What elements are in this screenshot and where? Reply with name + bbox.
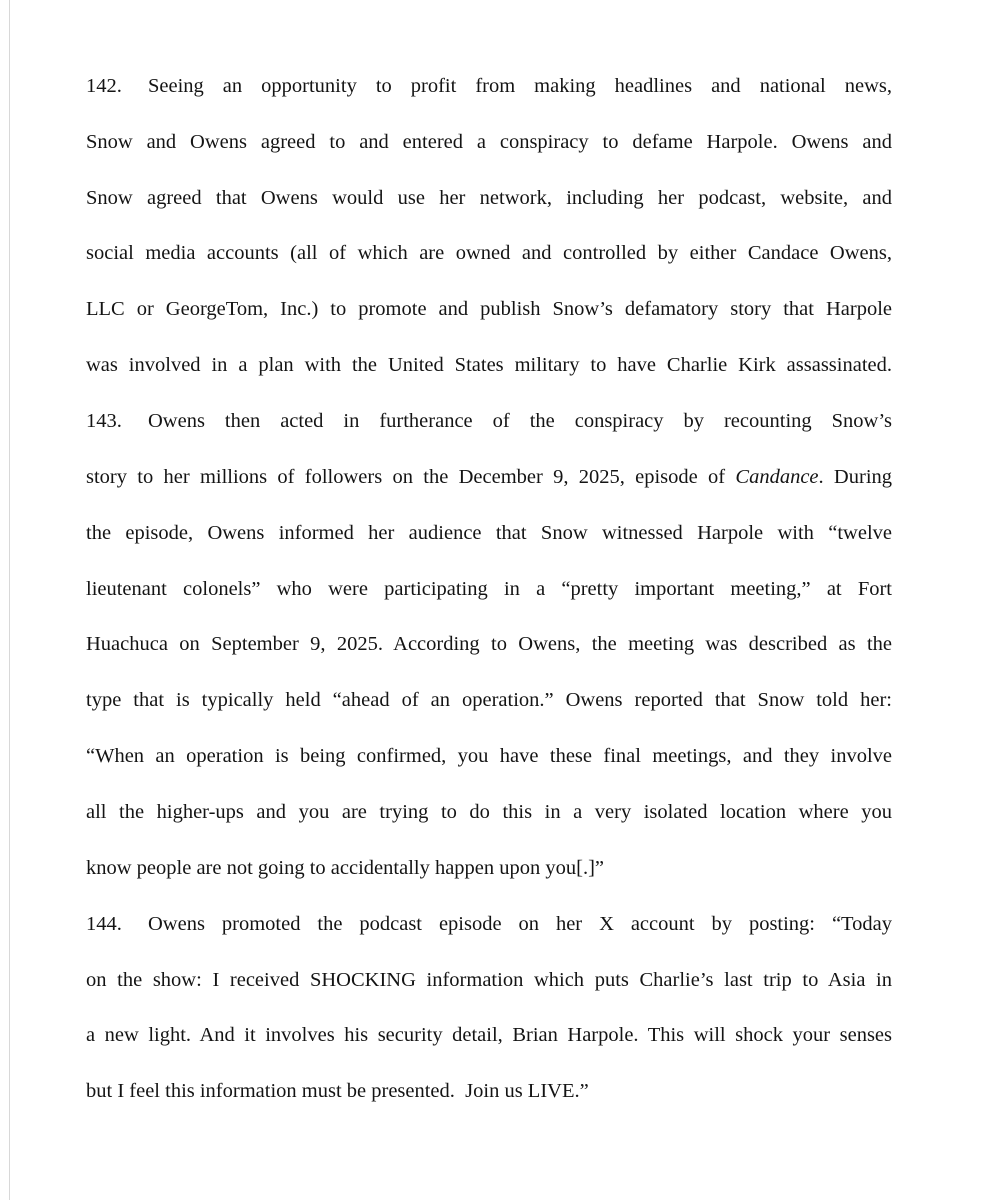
- paragraph-number: 142.: [86, 75, 122, 97]
- paragraph-line: but I feel this information must be presented. Join us LIVE.”: [86, 1080, 589, 1102]
- paragraph-line: [86, 408, 892, 434]
- paragraph-line: social media accounts (all of which are owned and controlled by either Candace Owens,: [86, 242, 892, 264]
- paragraph-number: 143.: [86, 410, 122, 432]
- paragraph-number: 144.: [86, 913, 122, 935]
- episode-title: Candance: [735, 466, 819, 488]
- paragraph-text: Owens then acted in furtherance of the conspiracy by recounting Snow’s: [148, 410, 892, 432]
- page-edge-rule: [9, 0, 10, 1200]
- paragraph-text: story to her millions of followers on the December 9, 2025, episode of: [86, 466, 726, 488]
- paragraph-text: Seeing an opportunity to profit from making headlines and national news,: [148, 75, 892, 97]
- paragraph-line: “When an operation is being confirmed, you have these final meetings, and they involve: [86, 745, 892, 767]
- paragraph-text: Owens promoted the podcast episode on her X account by posting: “Today: [148, 913, 892, 935]
- paragraph-line: all the higher-ups and you are trying to do this in a very isolated location where you: [86, 801, 892, 823]
- paragraph-line: Snow and Owens agreed to and entered a conspiracy to defame Harpole. Owens and: [86, 131, 892, 153]
- paragraph-line: [86, 911, 892, 937]
- paragraph-line: on the show: I received SHOCKING information which puts Charlie’s last trip to Asia in: [86, 969, 892, 991]
- paragraph-line: know people are not going to accidentally happen upon you[.]”: [86, 857, 605, 879]
- paragraph-text: . During: [818, 466, 893, 488]
- paragraph-line: was involved in a plan with the United States military to have Charlie Kirk assassinated.: [86, 354, 892, 376]
- paragraph-line: [86, 73, 892, 99]
- paragraph-line: Snow agreed that Owens would use her network, including her podcast, website, and: [86, 187, 892, 209]
- paragraph-line: [86, 464, 892, 490]
- paragraph-line: type that is typically held “ahead of an operation.” Owens reported that Snow told her:: [86, 689, 892, 711]
- paragraph-line: lieutenant colonels” who were participating in a “pretty important meeting,” at Fort: [86, 578, 892, 600]
- paragraph-line: Huachuca on September 9, 2025. According to Owens, the meeting was described as the: [86, 633, 892, 655]
- paragraph-line: LLC or GeorgeTom, Inc.) to promote and publish Snow’s defamatory story that Harpole: [86, 298, 892, 320]
- paragraph-line: a new light. And it involves his security detail, Brian Harpole. This will shock your senses: [86, 1024, 892, 1046]
- paragraph-line: the episode, Owens informed her audience that Snow witnessed Harpole with “twelve: [86, 522, 892, 544]
